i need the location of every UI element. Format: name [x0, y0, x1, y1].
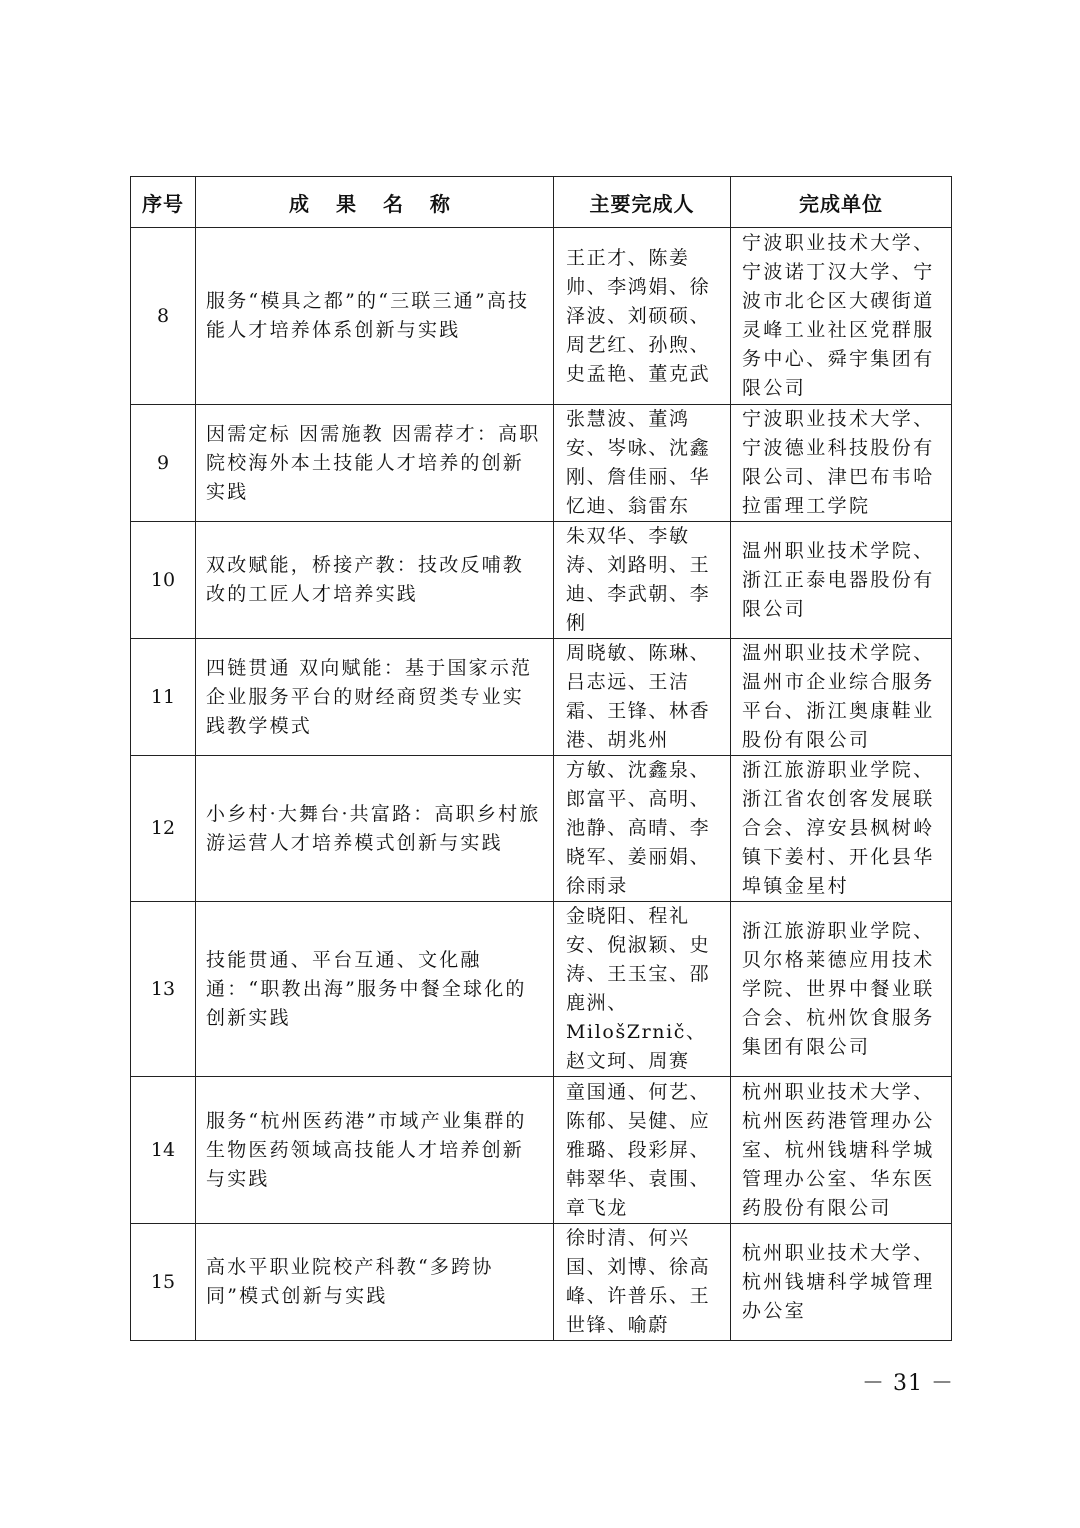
row-completing-units: 浙江旅游职业学院、浙江省农创客发展联合会、淳安县枫树岭镇下姜村、开化县华埠镇金星村	[731, 756, 952, 902]
row-main-contributors: 张慧波、董鸿安、岑咏、沈鑫刚、詹佳丽、华忆迪、翁雷东	[554, 405, 731, 522]
header-main-contributors: 主要完成人	[554, 177, 731, 228]
row-serial-number: 14	[131, 1077, 196, 1224]
page-number: － 31 －	[862, 1371, 954, 1396]
table-row	[131, 756, 952, 902]
table-row	[131, 639, 952, 756]
table-row	[131, 902, 952, 1077]
row-achievement-name: 服务“模具之都”的“三联三通”高技能人才培养体系创新与实践	[196, 228, 554, 405]
row-completing-units: 浙江旅游职业学院、贝尔格莱德应用技术学院、世界中餐业联合会、杭州饮食服务集团有限公司	[731, 902, 952, 1077]
row-main-contributors: 周晓敏、陈琳、吕志远、王洁霜、王锋、林香港、胡兆州	[554, 639, 731, 756]
row-main-contributors: 王正才、陈姜帅、李鸿娟、徐泽波、刘硕硕、周艺红、孙煦、史孟艳、董克武	[554, 228, 731, 405]
header-completing-units: 完成单位	[731, 177, 952, 228]
header-serial-number: 序号	[131, 177, 196, 228]
table-row	[131, 1077, 952, 1224]
table-row	[131, 405, 952, 522]
row-serial-number: 15	[131, 1224, 196, 1341]
row-main-contributors: 童国通、何艺、陈郁、吴健、应雅璐、段彩屏、韩翠华、袁围、章飞龙	[554, 1077, 731, 1224]
table-header-row	[131, 177, 952, 228]
row-serial-number: 8	[131, 228, 196, 405]
row-achievement-name: 因需定标 因需施教 因需荐才：高职院校海外本土技能人才培养的创新实践	[196, 405, 554, 522]
table-row	[131, 228, 952, 405]
row-completing-units: 宁波职业技术大学、宁波诺丁汉大学、宁波市北仑区大碶街道灵峰工业社区党群服务中心、舜宇集团有限公司	[731, 228, 952, 405]
row-serial-number: 13	[131, 902, 196, 1077]
row-serial-number: 12	[131, 756, 196, 902]
row-achievement-name: 服务“杭州医药港”市域产业集群的生物医药领域高技能人才培养创新与实践	[196, 1077, 554, 1224]
row-achievement-name: 小乡村·大舞台·共富路：高职乡村旅游运营人才培养模式创新与实践	[196, 756, 554, 902]
table-row	[131, 522, 952, 639]
row-serial-number: 9	[131, 405, 196, 522]
row-main-contributors: 朱双华、李敏涛、刘路明、王迪、李武朝、李俐	[554, 522, 731, 639]
achievement-table	[130, 176, 952, 1341]
row-completing-units: 温州职业技术学院、浙江正泰电器股份有限公司	[731, 522, 952, 639]
row-serial-number: 10	[131, 522, 196, 639]
row-serial-number: 11	[131, 639, 196, 756]
row-completing-units: 杭州职业技术大学、杭州钱塘科学城管理办公室	[731, 1224, 952, 1341]
row-main-contributors: 方敏、沈鑫泉、郎富平、高明、池静、高晴、李晓军、姜丽娟、徐雨录	[554, 756, 731, 902]
row-completing-units: 杭州职业技术大学、杭州医药港管理办公室、杭州钱塘科学城管理办公室、华东医药股份有限公司	[731, 1077, 952, 1224]
row-achievement-name: 高水平职业院校产科教“多跨协同”模式创新与实践	[196, 1224, 554, 1341]
row-achievement-name: 四链贯通 双向赋能：基于国家示范企业服务平台的财经商贸类专业实践教学模式	[196, 639, 554, 756]
row-completing-units: 温州职业技术学院、温州市企业综合服务平台、浙江奥康鞋业股份有限公司	[731, 639, 952, 756]
row-main-contributors: 徐时清、何兴国、刘博、徐高峰、许普乐、王世锋、喻蔚	[554, 1224, 731, 1341]
row-achievement-name: 双改赋能，桥接产教：技改反哺教改的工匠人才培养实践	[196, 522, 554, 639]
header-achievement-name: 成 果 名 称	[196, 177, 554, 228]
row-completing-units: 宁波职业技术大学、宁波德业科技股份有限公司、津巴布韦哈拉雷理工学院	[731, 405, 952, 522]
row-main-contributors: 金晓阳、程礼安、倪淑颖、史涛、王玉宝、邵鹿洲、MilošZrnič、赵文珂、周赛	[554, 902, 731, 1077]
table-row	[131, 1224, 952, 1341]
row-achievement-name: 技能贯通、平台互通、文化融通：“职教出海”服务中餐全球化的创新实践	[196, 902, 554, 1077]
